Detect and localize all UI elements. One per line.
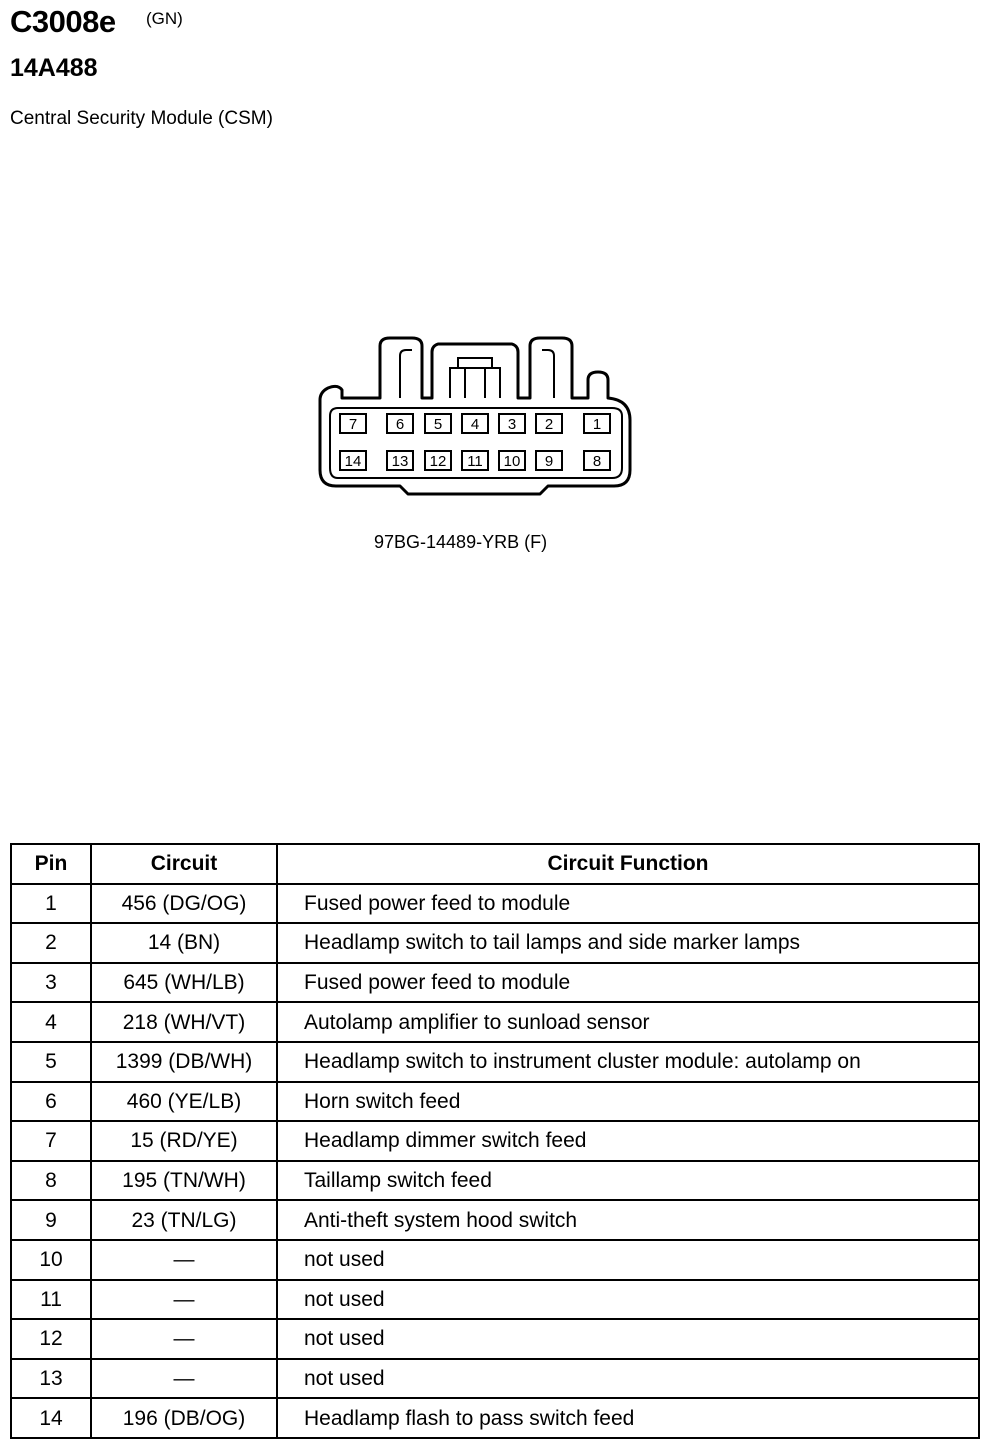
table-row bbox=[11, 884, 979, 924]
pin-cell: 6 bbox=[11, 1082, 91, 1122]
pin-cell: 2 bbox=[11, 923, 91, 963]
circuit-cell: 15 (RD/YE) bbox=[91, 1121, 277, 1161]
pin-number-label: 10 bbox=[503, 453, 521, 470]
pin-cell: 14 bbox=[11, 1398, 91, 1438]
function-cell: Horn switch feed bbox=[277, 1082, 979, 1122]
function-cell: Headlamp switch to tail lamps and side marker lamps bbox=[277, 923, 979, 963]
pin-number-label: 7 bbox=[348, 416, 358, 433]
module-description: Central Security Module (CSM) bbox=[10, 108, 273, 129]
pin-number-label: 11 bbox=[467, 453, 483, 470]
pin-number-label: 4 bbox=[470, 416, 480, 433]
pin-cell: 7 bbox=[11, 1121, 91, 1161]
table-header-row bbox=[11, 844, 979, 884]
pin-cell: 12 bbox=[11, 1319, 91, 1359]
circuit-cell: 195 (TN/WH) bbox=[91, 1161, 277, 1201]
circuit-cell: — bbox=[91, 1359, 277, 1399]
pin-number-label: 5 bbox=[433, 416, 443, 433]
function-cell: Fused power feed to module bbox=[277, 884, 979, 924]
circuit-cell: — bbox=[91, 1280, 277, 1320]
part-code: 14A488 bbox=[10, 54, 98, 82]
pin-number-label: 2 bbox=[544, 416, 554, 433]
table-row bbox=[11, 1002, 979, 1042]
table-row bbox=[11, 1319, 979, 1359]
circuit-cell: 14 (BN) bbox=[91, 923, 277, 963]
function-cell: Headlamp flash to pass switch feed bbox=[277, 1398, 979, 1438]
function-cell: Fused power feed to module bbox=[277, 963, 979, 1003]
circuit-cell: 1399 (DB/WH) bbox=[91, 1042, 277, 1082]
table-row bbox=[11, 1121, 979, 1161]
pin-number-label: 6 bbox=[395, 416, 405, 433]
table-row bbox=[11, 1398, 979, 1438]
pin-number-label: 1 bbox=[592, 416, 602, 433]
function-cell: not used bbox=[277, 1359, 979, 1399]
table-row bbox=[11, 1240, 979, 1280]
table-row bbox=[11, 1280, 979, 1320]
table-row bbox=[11, 1200, 979, 1240]
table-row bbox=[11, 923, 979, 963]
pinout-table bbox=[10, 843, 980, 1439]
function-cell: not used bbox=[277, 1319, 979, 1359]
pin-cell: 4 bbox=[11, 1002, 91, 1042]
function-cell: not used bbox=[277, 1280, 979, 1320]
pin-cell: 3 bbox=[11, 963, 91, 1003]
function-cell: not used bbox=[277, 1240, 979, 1280]
pin-number-label: 9 bbox=[544, 453, 554, 470]
pin-number-label: 12 bbox=[429, 453, 447, 470]
function-cell: Autolamp amplifier to sunload sensor bbox=[277, 1002, 979, 1042]
circuit-cell: 23 (TN/LG) bbox=[91, 1200, 277, 1240]
function-cell: Anti-theft system hood switch bbox=[277, 1200, 979, 1240]
table-row bbox=[11, 1042, 979, 1082]
pin-cell: 11 bbox=[11, 1280, 91, 1320]
table-row bbox=[11, 1161, 979, 1201]
pin-number-label: 13 bbox=[391, 453, 409, 470]
table-row bbox=[11, 1359, 979, 1399]
pin-number-label: 3 bbox=[507, 416, 517, 433]
connector-id: C3008e bbox=[10, 4, 116, 39]
circuit-cell: — bbox=[91, 1319, 277, 1359]
table-row bbox=[11, 1082, 979, 1122]
pin-cell: 5 bbox=[11, 1042, 91, 1082]
function-cell: Headlamp dimmer switch feed bbox=[277, 1121, 979, 1161]
pin-cell: 13 bbox=[11, 1359, 91, 1399]
circuit-cell: 456 (DG/OG) bbox=[91, 884, 277, 924]
circuit-cell: 645 (WH/LB) bbox=[91, 963, 277, 1003]
connector-part-number: 97BG-14489-YRB (F) bbox=[374, 532, 548, 552]
pin-number-label: 14 bbox=[344, 453, 362, 470]
pin-cell: 10 bbox=[11, 1240, 91, 1280]
table-row bbox=[11, 963, 979, 1003]
function-cell: Taillamp switch feed bbox=[277, 1161, 979, 1201]
pin-cell: 1 bbox=[11, 884, 91, 924]
pin-cell: 8 bbox=[11, 1161, 91, 1201]
header-circuit-function: Circuit Function bbox=[277, 844, 979, 884]
header-circuit: Circuit bbox=[91, 844, 277, 884]
circuit-cell: 218 (WH/VT) bbox=[91, 1002, 277, 1042]
connector-color: (GN) bbox=[146, 9, 183, 28]
circuit-cell: 460 (YE/LB) bbox=[91, 1082, 277, 1122]
pin-number-label: 8 bbox=[592, 453, 602, 470]
circuit-cell: 196 (DB/OG) bbox=[91, 1398, 277, 1438]
connector-face-diagram bbox=[300, 320, 640, 500]
header-pin: Pin bbox=[11, 844, 91, 884]
circuit-cell: — bbox=[91, 1240, 277, 1280]
pin-cell: 9 bbox=[11, 1200, 91, 1240]
function-cell: Headlamp switch to instrument cluster module: autolamp on bbox=[277, 1042, 979, 1082]
